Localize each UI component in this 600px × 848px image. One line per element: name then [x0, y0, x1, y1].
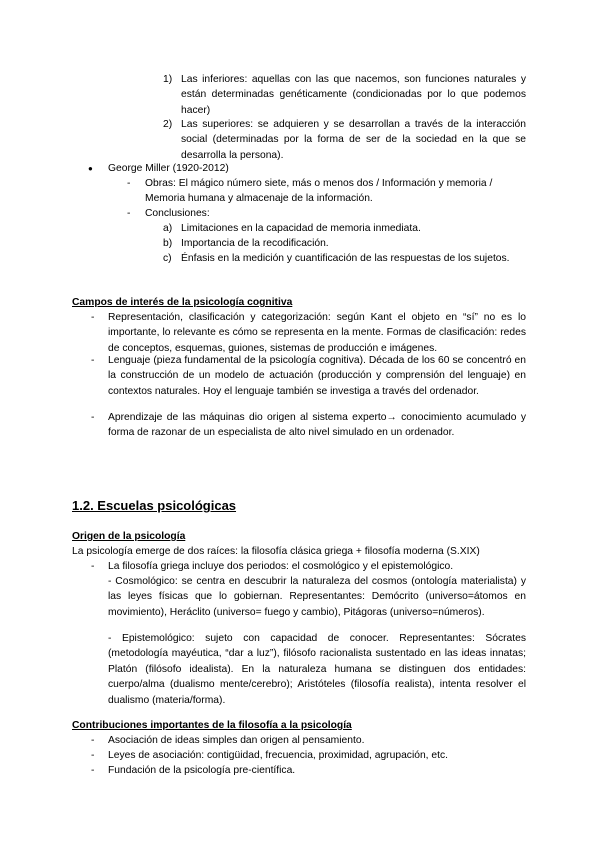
list-item-text: Énfasis en la medición y cuantificación de las respuestas de los sujetos.: [181, 253, 510, 264]
section-title: 1.2. Escuelas psicológicas: [72, 498, 237, 513]
dash-marker: -: [91, 750, 95, 761]
origen-cosmologico: - Cosmológico: se centra en descubrir la naturaleza del cosmos (ontología materialista) y las leyes físicas que lo gobiernan. Representantes: Demócrito (universo=átomos en movimiento), Heráclito (universo= fuego y cambio), Pitágoras (universo=números).: [108, 576, 526, 618]
list-item-text: Limitaciones en la capacidad de memoria inmediata.: [181, 223, 421, 234]
list-marker: 1): [163, 74, 173, 85]
campos-item: Lenguaje (pieza fundamental de la psicología cognitiva). Década de los 60 se concentró en la construcción de un modelo de actuación (producción y comprensión del lenguaje) en contextos naturales. Hoy el lenguaje también se investiga a través del ordenador.: [108, 355, 526, 397]
dash-marker: -: [91, 355, 95, 366]
origen-item: La filosofía griega incluye dos periodos: el cosmológico y el epistemológico.: [108, 561, 454, 572]
dash-marker: -: [91, 561, 95, 572]
list-item-text: Importancia de la recodificación.: [181, 238, 329, 249]
origen-heading: Origen de la psicología: [72, 531, 186, 542]
dash-marker: -: [127, 178, 131, 189]
list-marker: 2): [163, 119, 173, 130]
bullet-icon: ●: [88, 164, 93, 173]
dash-marker: -: [91, 412, 95, 423]
dash-marker: -: [91, 312, 95, 323]
contribuciones-item: Asociación de ideas simples dan origen al pensamiento.: [108, 735, 365, 746]
dash-marker: -: [91, 765, 95, 776]
miller-conclusiones-label: Conclusiones:: [145, 208, 210, 219]
origen-epistemologico: - Epistemológico: sujeto con capacidad de conocer. Representantes: Sócrates (metodología mayéutica, “dar a luz”), filósofo racionalista sustentado en las ideas innatas; Platón (filósofo idealista). En la naturaleza humana se distinguen dos entidades: cuerpo/alma (dualismo mente/cerebro); Aristóteles (filosofía realista), intenta resolver el dualismo (materia/forma).: [108, 633, 526, 706]
list-item-text: Las inferiores: aquellas con las que nacemos, son funciones naturales y están determinadas genéticamente (condicionadas por lo que podemos hacer): [181, 74, 526, 116]
contribuciones-item: Fundación de la psicología pre-científica.: [108, 765, 296, 776]
dash-marker: -: [127, 208, 131, 219]
list-item-text: Las superiores: se adquieren y se desarrollan a través de la interacción social (determinadas por la forma de ser de la sociedad en la que se desarrolla la persona).: [181, 119, 526, 161]
campos-item: Representación, clasificación y categorización: según Kant el objeto en “sí” no es lo importante, lo relevante es cómo se representa en la mente. Formas de clasificación: redes de conceptos, esquemas, guiones, sistemas de producción e imágenes.: [108, 312, 526, 354]
origen-intro: La psicología emerge de dos raíces: la filosofía clásica griega + filosofía moderna (S.XIX): [72, 546, 480, 557]
contribuciones-heading: Contribuciones importantes de la filosofía a la psicología: [72, 720, 352, 731]
list-marker: b): [163, 238, 173, 249]
list-marker: c): [163, 253, 172, 264]
dash-marker: -: [91, 735, 95, 746]
contribuciones-item: Leyes de asociación: contigüidad, frecuencia, proximidad, agrupación, etc.: [108, 750, 449, 761]
list-marker: a): [163, 223, 173, 234]
campos-heading: Campos de interés de la psicología cognitiva: [72, 297, 293, 308]
miller-obras: Obras: El mágico número siete, más o menos dos / Información y memoria / Memoria humana y almacenaje de la información.: [145, 178, 493, 205]
miller-title: George Miller (1920-2012): [108, 163, 229, 174]
campos-item: Aprendizaje de las máquinas dio origen al sistema experto→ conocimiento acumulado y forma de razonar de un especialista de alto nivel simulado en un ordenador.: [108, 412, 526, 439]
